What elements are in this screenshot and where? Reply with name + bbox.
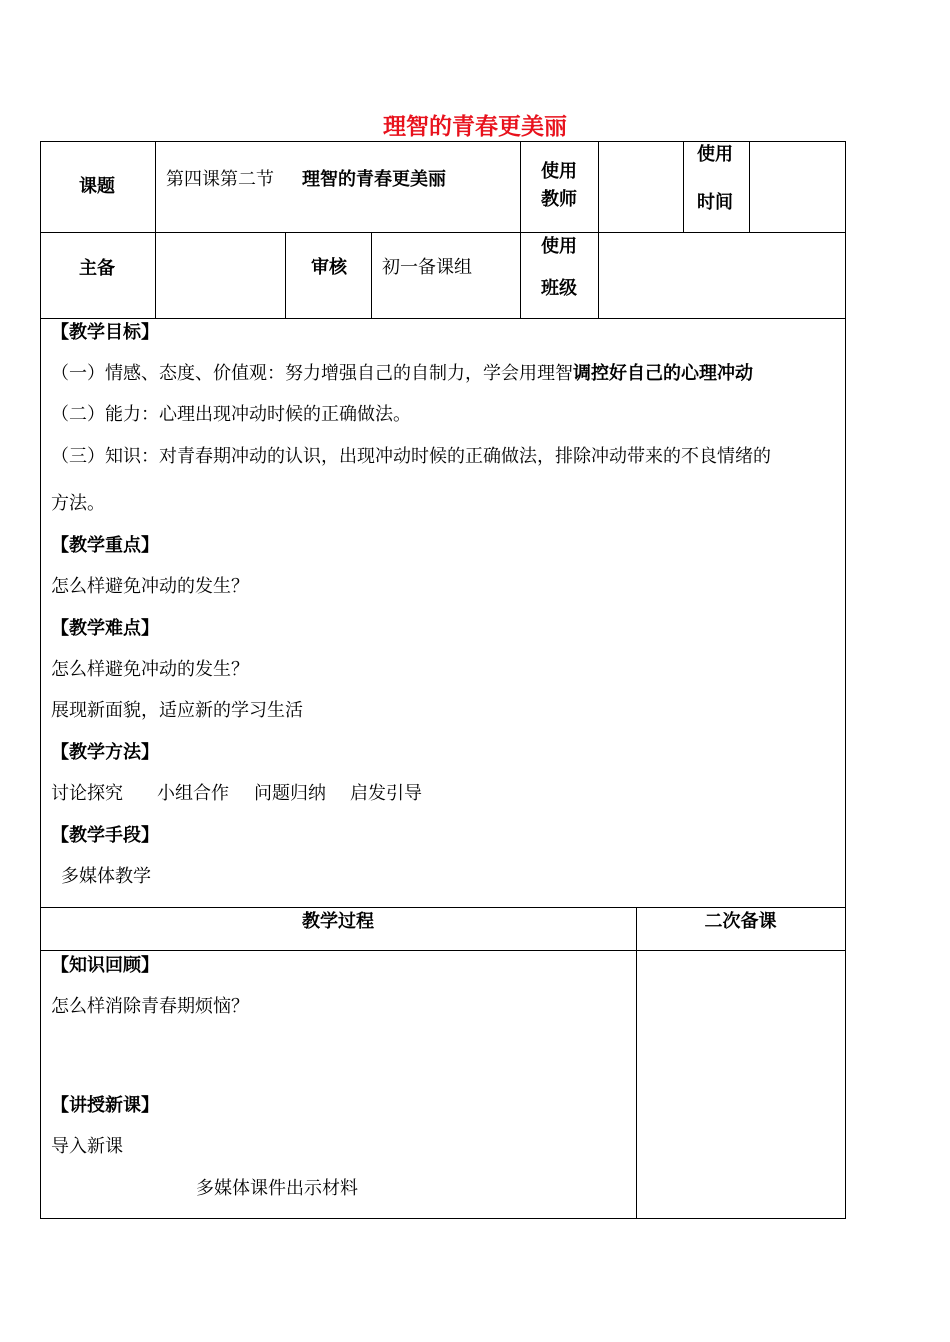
key-heading: 【教学重点】 [51, 535, 159, 556]
means-heading: 【教学手段】 [51, 825, 159, 846]
topic-value-prefix: 第四课第二节 [166, 169, 274, 190]
difficult-text-2: 展现新面貌，适应新的学习生活 [51, 700, 303, 721]
goal-3-line2: 方法。 [51, 493, 105, 514]
time-label-line1: 使用 [697, 144, 733, 165]
difficult-text-1: 怎么样避免冲动的发生？ [51, 659, 249, 680]
class-label-line2: 班级 [541, 278, 577, 299]
class-label-line1: 使用 [541, 236, 577, 257]
new-lesson-heading: 【讲授新课】 [51, 1095, 159, 1116]
difficult-heading: 【教学难点】 [51, 618, 159, 639]
review-heading: 【知识回顾】 [51, 955, 159, 976]
goals-heading: 【教学目标】 [51, 322, 159, 343]
method-3: 问题归纳 [254, 783, 326, 804]
goal-1-emphasis: 调控好自己的心理冲动 [573, 363, 753, 384]
topic-value-title: 理智的青春更美丽 [302, 169, 446, 190]
goal-3-line1: （三）知识：对青春期冲动的认识，出现冲动时候的正确做法，排除冲动带来的不良情绪的 [51, 446, 771, 467]
second-prep-header: 二次备课 [704, 911, 777, 932]
intro-text: 导入新课 [51, 1136, 123, 1157]
method-2: 小组合作 [157, 783, 229, 804]
document-title: 理智的青春更美丽 [383, 114, 567, 140]
teacher-label-line1: 使用 [541, 161, 577, 182]
review-question: 怎么样消除青春期烦恼？ [51, 996, 249, 1017]
means-text: 多媒体教学 [61, 866, 151, 887]
teacher-label-line2: 教师 [541, 189, 577, 210]
review-label: 审核 [311, 257, 347, 278]
review-value: 初一备课组 [382, 257, 472, 278]
goal-2: （二）能力：心理出现冲动时候的正确做法。 [51, 404, 411, 425]
lead-label: 主备 [79, 258, 115, 279]
material-text: 多媒体课件出示材料 [196, 1178, 358, 1199]
goal-1 [51, 363, 753, 385]
method-heading: 【教学方法】 [51, 742, 159, 763]
method-4: 启发引导 [350, 783, 422, 804]
method-1: 讨论探究 [51, 783, 123, 804]
process-header: 教学过程 [302, 911, 374, 932]
topic-label: 课题 [79, 176, 115, 197]
goal-1-text: （一）情感、态度、价值观：努力增强自己的自制力，学会用理智 [51, 363, 573, 384]
key-text: 怎么样避免冲动的发生？ [51, 576, 249, 597]
time-label-line2: 时间 [697, 192, 733, 213]
